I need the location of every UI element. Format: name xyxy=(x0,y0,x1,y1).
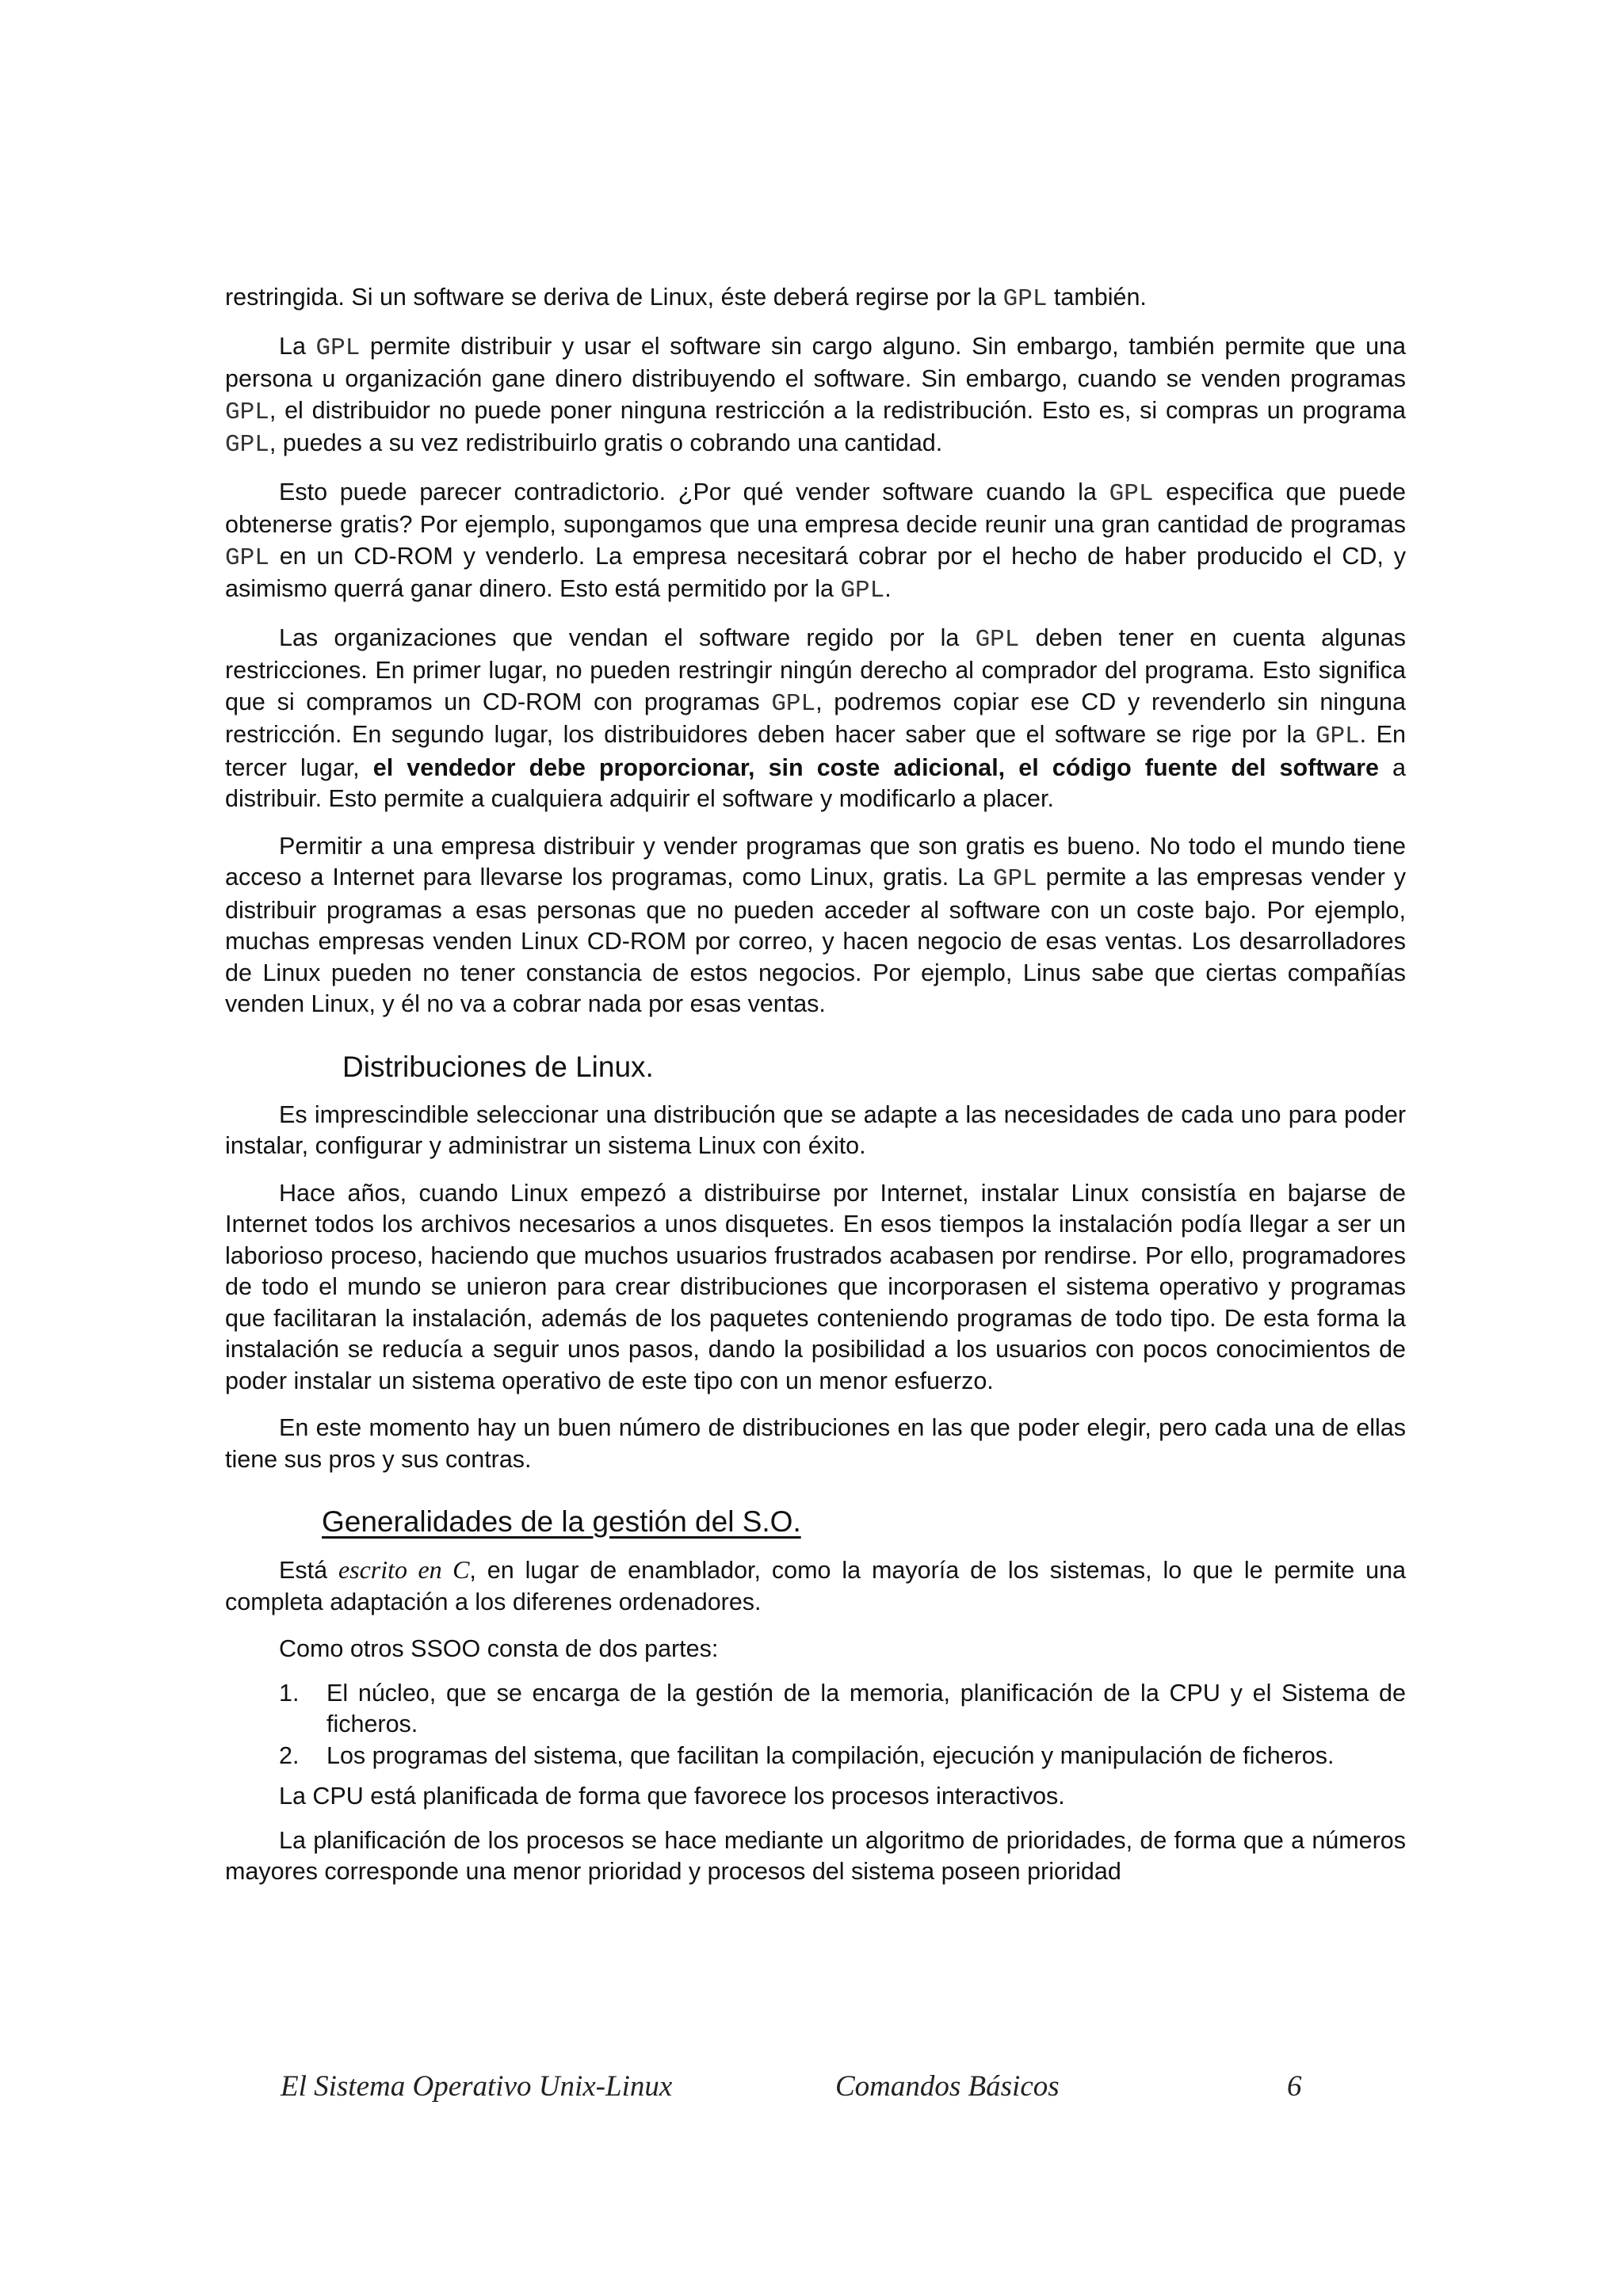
paragraph xyxy=(225,623,1406,815)
section-heading-generalidades: Generalidades de la gestión del S.O. xyxy=(322,1505,801,1538)
section-heading-distribuciones: Distribuciones de Linux. xyxy=(342,1050,654,1083)
paragraph: En este momento hay un buen número de distribuciones en las que poder elegir, pero cada una de ellas tiene sus pros y sus contras. xyxy=(225,1414,1406,1473)
paragraph: Hace años, cuando Linux empezó a distribuirse por Internet, instalar Linux consistía en bajarse de Internet todos los archivos necesarios a unos disquetes. En esos tiempos la instalación podía llegar a ser un laborioso proceso, haciendo que muchos usuarios frustrados acabasen por rendirse. Por ello, programadores de todo el mundo se unieron para crear distribuciones que incorporasen el sistema operativo y programas que facilitaran la instalación, además de los paquetes conteniendo programas de todo tipo. De esta forma la instalación se reducía a seguir unos pasos, dando la posibilidad a los usuarios con pocos conocimientos de poder instalar un sistema operativo de este tipo con un menor esfuerzo. xyxy=(225,1179,1406,1394)
text: . xyxy=(884,575,892,602)
text: restringida. Si un software se deriva de Linux, éste deberá regirse por la xyxy=(225,284,1003,311)
paragraph xyxy=(225,1554,1406,1618)
page-footer xyxy=(225,2069,1406,2109)
text: , podremos copiar ese CD y revenderlo sin ninguna restricción. En segundo lugar, los distribuidores deben hacer saber que el software se rige por la xyxy=(225,688,1406,748)
text: deben tener en cuenta algunas restricciones. En primer lugar, no pueden restringir ningún derecho al comprador del programa. Esto significa que si compramos un CD-ROM con programas xyxy=(225,624,1406,715)
text: La xyxy=(279,332,316,360)
paragraph xyxy=(225,282,1406,315)
gpl-term: GPL xyxy=(840,577,885,605)
text: permite distribuir y usar el software sin cargo alguno. Sin embargo, también permite que una persona u organización gane dinero distribuyendo el software. Sin embargo, cuando se venden programas xyxy=(225,332,1406,392)
body-text xyxy=(225,282,1406,1904)
gpl-term: GPL xyxy=(1109,479,1154,508)
gpl-term: GPL xyxy=(1315,723,1360,750)
footer-chapter-title: Comandos Básicos xyxy=(835,2070,1060,2103)
numbered-list xyxy=(225,1678,1406,1772)
text: Permitir a una empresa distribuir y vender programas que son gratis es bueno. No todo el mundo tiene acceso a Internet para llevarse los programas, como Linux, gratis. La xyxy=(225,832,1406,891)
text: , en lugar de enamblador, como la mayoría de los sistemas, lo que le permite una completa adaptación a los diferenes ordenadores. xyxy=(225,1557,1407,1615)
gpl-term: GPL xyxy=(771,689,816,718)
text: Esto puede parecer contradictorio. ¿Por qué vender software cuando la xyxy=(279,478,1109,505)
list-text: Los programas del sistema, que facilitan la compilación, ejecución y manipulación de ficheros. xyxy=(327,1741,1335,1769)
paragraph: Es imprescindible seleccionar una distribución que se adapte a las necesidades de cada uno para poder instalar, configurar y administrar un sistema Linux con éxito. xyxy=(225,1100,1406,1159)
gpl-term: GPL xyxy=(975,625,1020,654)
paragraph xyxy=(225,331,1406,461)
list-item xyxy=(225,1678,1406,1741)
list-text: El núcleo, que se encarga de la gestión de la memoria, planificación de la CPU y el Sistema de ficheros. xyxy=(327,1679,1406,1737)
text: Las organizaciones que vendan el software regido por la xyxy=(279,624,976,651)
paragraph xyxy=(225,831,1406,1020)
gpl-term: GPL xyxy=(315,334,361,362)
footer-document-title: El Sistema Operativo Unix-Linux xyxy=(281,2070,673,2103)
text: también. xyxy=(1047,284,1147,311)
text: especifica que puede obtenerse gratis? Por ejemplo, supongamos que una empresa decide reunir una gran cantidad de programas xyxy=(225,478,1406,538)
gpl-term: GPL xyxy=(225,543,269,572)
italic-emphasis: escrito en C xyxy=(338,1555,470,1584)
paragraph: Como otros SSOO consta de dos partes: xyxy=(279,1635,719,1662)
page-number: 6 xyxy=(1287,2070,1302,2103)
gpl-term: GPL xyxy=(992,865,1037,893)
bold-emphasis: el vendedor debe proporcionar, sin coste adicional, el código fuente del software xyxy=(372,753,1379,781)
text: en un CD-ROM y venderlo. La empresa necesitará cobrar por el hecho de haber producido el CD, y asimismo querrá ganar dinero. Esto está permitido por la xyxy=(225,542,1406,602)
text: permite a las empresas vender y distribuir programas a esas personas que no pueden acceder al software con un coste bajo. Por ejemplo, muchas empresas venden Linux CD-ROM por correo, y hacen negocio de esas ventas. Los desarrolladores de Linux pueden no tener constancia de estos negocios. Por ejemplo, Linus sabe que ciertas compañías venden Linux, y él no va a cobrar nada por esas ventas. xyxy=(225,864,1406,1017)
text: a distribuir. Esto permite a cualquiera adquirir el software y modificarlo a placer. xyxy=(225,753,1406,812)
paragraph xyxy=(225,477,1406,607)
gpl-term: GPL xyxy=(1002,285,1048,313)
list-number: 2. xyxy=(279,1741,300,1769)
text: , puedes a su vez redistribuirlo gratis o cobrando una cantidad. xyxy=(269,429,943,456)
list-item xyxy=(225,1741,1406,1772)
list-number: 1. xyxy=(279,1679,300,1707)
text: . En tercer lugar, xyxy=(225,721,1406,781)
paragraph: La planificación de los procesos se hace mediante un algoritmo de prioridades, de forma que a números mayores corresponde una menor prioridad y procesos del sistema poseen prioridad xyxy=(225,1826,1406,1885)
gpl-term: GPL xyxy=(225,431,269,459)
text: Está xyxy=(279,1557,338,1584)
text: , el distribuidor no puede poner ninguna restricción a la redistribución. Esto es, si compras un programa xyxy=(269,396,1406,424)
gpl-term: GPL xyxy=(225,398,269,426)
paragraph: La CPU está planificada de forma que favorece los procesos interactivos. xyxy=(279,1783,1065,1810)
